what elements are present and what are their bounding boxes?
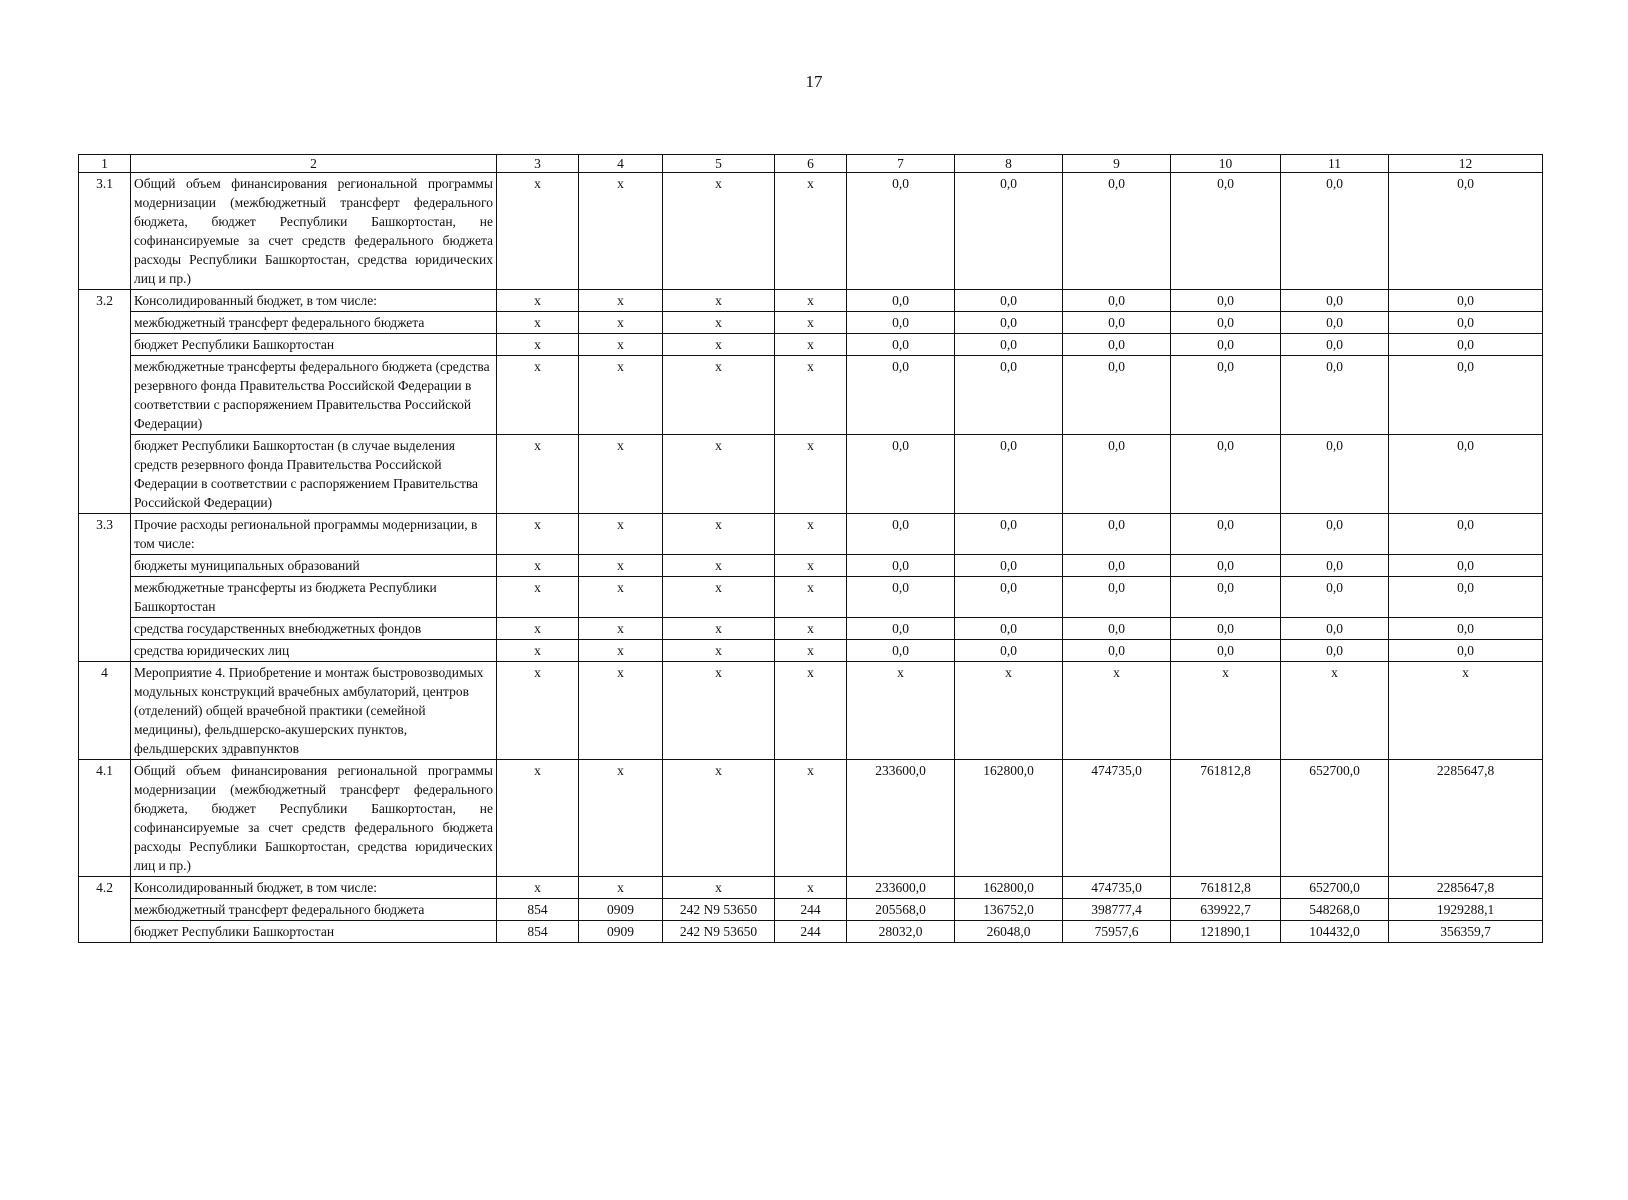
table-row [79, 618, 1543, 640]
value-cell: x [497, 662, 579, 760]
value-cell: 205568,0 [847, 899, 955, 921]
value-cell: 0,0 [847, 334, 955, 356]
value-cell: x [847, 662, 955, 760]
value-cell: x [579, 640, 663, 662]
value-cell: 0,0 [847, 618, 955, 640]
value-cell: 0,0 [1171, 618, 1281, 640]
value-cell: 1929288,1 [1389, 899, 1543, 921]
value-cell: 0,0 [1389, 435, 1543, 514]
value-cell: x [663, 618, 775, 640]
value-cell: 0,0 [1389, 312, 1543, 334]
value-cell: x [775, 514, 847, 555]
value-cell: x [663, 514, 775, 555]
row-number: 4 [79, 662, 131, 760]
value-cell: x [497, 877, 579, 899]
value-cell: 0,0 [1063, 577, 1171, 618]
header-cell: 7 [847, 155, 955, 173]
value-cell: 0909 [579, 899, 663, 921]
value-cell: 761812,8 [1171, 877, 1281, 899]
value-cell: x [663, 356, 775, 435]
table-row [79, 662, 1543, 760]
value-cell: 0,0 [955, 514, 1063, 555]
value-cell: 0,0 [1281, 334, 1389, 356]
value-cell: x [663, 173, 775, 290]
value-cell: 639922,7 [1171, 899, 1281, 921]
value-cell: 2285647,8 [1389, 760, 1543, 877]
row-label: межбюджетные трансферты федерального бюджета (средства резервного фонда Правительства Российской Федерации в соответствии с распоряжением Правительства Российской Федерации) [131, 356, 497, 435]
value-cell: x [579, 435, 663, 514]
value-cell: 0,0 [1389, 577, 1543, 618]
row-label: Прочие расходы региональной программы модернизации, в том числе: [131, 514, 497, 555]
header-cell: 8 [955, 155, 1063, 173]
value-cell: 0,0 [1063, 555, 1171, 577]
value-cell: 0,0 [1281, 356, 1389, 435]
value-cell: 0,0 [847, 173, 955, 290]
header-row [79, 155, 1543, 173]
value-cell: x [1063, 662, 1171, 760]
header-cell: 3 [497, 155, 579, 173]
value-cell: 0,0 [1281, 173, 1389, 290]
value-cell: 0,0 [955, 640, 1063, 662]
value-cell: 0,0 [1063, 334, 1171, 356]
value-cell: x [497, 555, 579, 577]
value-cell: x [775, 173, 847, 290]
value-cell: 0,0 [847, 435, 955, 514]
value-cell: 0,0 [1171, 577, 1281, 618]
table-body [79, 173, 1543, 943]
value-cell: x [663, 334, 775, 356]
value-cell: 0,0 [1281, 290, 1389, 312]
row-number: 4.1 [79, 760, 131, 877]
value-cell: x [579, 514, 663, 555]
row-label: бюджет Республики Башкортостан [131, 334, 497, 356]
value-cell: 162800,0 [955, 760, 1063, 877]
value-cell: 121890,1 [1171, 921, 1281, 943]
value-cell: 0,0 [1063, 618, 1171, 640]
value-cell: 0,0 [1389, 640, 1543, 662]
value-cell: x [579, 312, 663, 334]
value-cell: 0,0 [955, 173, 1063, 290]
value-cell: x [579, 173, 663, 290]
value-cell: x [775, 760, 847, 877]
value-cell: x [663, 290, 775, 312]
value-cell: 136752,0 [955, 899, 1063, 921]
value-cell: 0,0 [1063, 312, 1171, 334]
row-label: бюджет Республики Башкортостан (в случае выделения средств резервного фонда Правительства Российской Федерации в соответствии с распоряжением Правительства Российской Федерации) [131, 435, 497, 514]
value-cell: 0,0 [1281, 555, 1389, 577]
value-cell: 0,0 [1389, 555, 1543, 577]
value-cell: x [497, 290, 579, 312]
value-cell: 0,0 [847, 640, 955, 662]
value-cell: x [663, 555, 775, 577]
header-cell: 5 [663, 155, 775, 173]
table-row [79, 312, 1543, 334]
header-cell: 6 [775, 155, 847, 173]
value-cell: x [663, 577, 775, 618]
value-cell: 0,0 [955, 555, 1063, 577]
header-cell: 9 [1063, 155, 1171, 173]
value-cell: 0,0 [955, 334, 1063, 356]
value-cell: x [1389, 662, 1543, 760]
value-cell: x [497, 577, 579, 618]
value-cell: x [663, 435, 775, 514]
value-cell: x [579, 877, 663, 899]
value-cell: 0,0 [955, 290, 1063, 312]
value-cell: 0,0 [1063, 435, 1171, 514]
row-label: Консолидированный бюджет, в том числе: [131, 290, 497, 312]
table-row [79, 899, 1543, 921]
value-cell: x [579, 356, 663, 435]
value-cell: x [497, 173, 579, 290]
value-cell: 0,0 [1389, 290, 1543, 312]
value-cell: 474735,0 [1063, 877, 1171, 899]
value-cell: x [579, 662, 663, 760]
row-label: средства государственных внебюджетных фондов [131, 618, 497, 640]
row-number: 3.1 [79, 173, 131, 290]
value-cell: x [775, 555, 847, 577]
value-cell: x [1171, 662, 1281, 760]
row-number: 3.2 [79, 290, 131, 514]
value-cell: x [497, 618, 579, 640]
value-cell: 242 N9 53650 [663, 899, 775, 921]
value-cell: x [775, 877, 847, 899]
value-cell: x [497, 334, 579, 356]
value-cell: 0,0 [847, 290, 955, 312]
value-cell: x [497, 760, 579, 877]
value-cell: 854 [497, 899, 579, 921]
value-cell: 0,0 [1171, 435, 1281, 514]
value-cell: 0,0 [847, 514, 955, 555]
value-cell: 0,0 [847, 555, 955, 577]
value-cell: 242 N9 53650 [663, 921, 775, 943]
value-cell: 28032,0 [847, 921, 955, 943]
row-label: бюджеты муниципальных образований [131, 555, 497, 577]
row-number: 3.3 [79, 514, 131, 662]
value-cell: x [579, 760, 663, 877]
value-cell: x [775, 640, 847, 662]
row-label: бюджет Республики Башкортостан [131, 921, 497, 943]
table-row [79, 435, 1543, 514]
value-cell: x [663, 877, 775, 899]
value-cell: 398777,4 [1063, 899, 1171, 921]
value-cell: 548268,0 [1281, 899, 1389, 921]
value-cell: x [775, 334, 847, 356]
value-cell: 0,0 [1063, 173, 1171, 290]
value-cell: 0,0 [1389, 514, 1543, 555]
value-cell: x [579, 290, 663, 312]
table-row [79, 760, 1543, 877]
value-cell: 0,0 [1171, 334, 1281, 356]
value-cell: 244 [775, 921, 847, 943]
value-cell: 233600,0 [847, 877, 955, 899]
value-cell: 0,0 [1281, 312, 1389, 334]
value-cell: x [579, 618, 663, 640]
header-cell: 4 [579, 155, 663, 173]
value-cell: x [497, 514, 579, 555]
table-row [79, 640, 1543, 662]
value-cell: 0,0 [955, 435, 1063, 514]
value-cell: x [663, 640, 775, 662]
value-cell: 0,0 [1171, 640, 1281, 662]
row-label: Консолидированный бюджет, в том числе: [131, 877, 497, 899]
value-cell: 356359,7 [1389, 921, 1543, 943]
table-row [79, 334, 1543, 356]
value-cell: x [775, 618, 847, 640]
value-cell: 0,0 [955, 618, 1063, 640]
value-cell: 0,0 [1281, 577, 1389, 618]
value-cell: x [663, 760, 775, 877]
value-cell: 0,0 [1281, 640, 1389, 662]
value-cell: 75957,6 [1063, 921, 1171, 943]
value-cell: 244 [775, 899, 847, 921]
header-cell: 2 [131, 155, 497, 173]
table-row [79, 173, 1543, 290]
row-label: Общий объем финансирования региональной программы модернизации (межбюджетный трансферт федерального бюджета, бюджет Республики Башкортостан, не софинансируемые за счет средств федерального бюджета расходы Республики Башкортостан, средства юридических лиц и пр.) [131, 760, 497, 877]
value-cell: x [775, 312, 847, 334]
value-cell: 0,0 [1389, 618, 1543, 640]
table-row [79, 290, 1543, 312]
value-cell: x [497, 435, 579, 514]
value-cell: x [1281, 662, 1389, 760]
value-cell: 0,0 [1171, 312, 1281, 334]
table-row [79, 577, 1543, 618]
value-cell: 104432,0 [1281, 921, 1389, 943]
value-cell: x [775, 435, 847, 514]
row-label: межбюджетные трансферты из бюджета Республики Башкортостан [131, 577, 497, 618]
value-cell: 761812,8 [1171, 760, 1281, 877]
value-cell: 0,0 [1281, 435, 1389, 514]
value-cell: 0,0 [847, 577, 955, 618]
value-cell: 474735,0 [1063, 760, 1171, 877]
value-cell: x [497, 640, 579, 662]
table-row [79, 356, 1543, 435]
budget-table [78, 154, 1543, 943]
value-cell: 652700,0 [1281, 877, 1389, 899]
header-cell: 12 [1389, 155, 1543, 173]
page-number: 17 [805, 72, 823, 91]
value-cell: 0,0 [1281, 514, 1389, 555]
value-cell: 0,0 [1171, 173, 1281, 290]
value-cell: x [497, 312, 579, 334]
value-cell: 0909 [579, 921, 663, 943]
value-cell: x [497, 356, 579, 435]
table-row [79, 555, 1543, 577]
header-cell: 11 [1281, 155, 1389, 173]
value-cell: 0,0 [1063, 290, 1171, 312]
value-cell: x [775, 662, 847, 760]
value-cell: 0,0 [955, 356, 1063, 435]
value-cell: x [579, 577, 663, 618]
row-label: межбюджетный трансферт федерального бюджета [131, 312, 497, 334]
value-cell: 0,0 [955, 312, 1063, 334]
row-label: средства юридических лиц [131, 640, 497, 662]
value-cell: 652700,0 [1281, 760, 1389, 877]
row-number: 4.2 [79, 877, 131, 943]
value-cell: 0,0 [847, 312, 955, 334]
value-cell: x [663, 312, 775, 334]
value-cell: 0,0 [1281, 618, 1389, 640]
value-cell: x [775, 577, 847, 618]
value-cell: 0,0 [1063, 356, 1171, 435]
value-cell: 0,0 [1171, 514, 1281, 555]
value-cell: 0,0 [1171, 290, 1281, 312]
value-cell: x [775, 356, 847, 435]
value-cell: 0,0 [1389, 173, 1543, 290]
row-label: Мероприятие 4. Приобретение и монтаж быстровозводимых модульных конструкций врачебных амбулаторий, центров (отделений) общей врачебной практики (семейной медицины), фельдшерско-акушерских пунктов, фельдшерских здравпунктов [131, 662, 497, 760]
value-cell: 2285647,8 [1389, 877, 1543, 899]
table-row [79, 514, 1543, 555]
header-cell: 1 [79, 155, 131, 173]
value-cell: 0,0 [1171, 356, 1281, 435]
value-cell: 0,0 [955, 577, 1063, 618]
value-cell: 0,0 [1389, 356, 1543, 435]
value-cell: 0,0 [1063, 640, 1171, 662]
value-cell: 0,0 [1171, 555, 1281, 577]
value-cell: x [775, 290, 847, 312]
value-cell: 0,0 [1389, 334, 1543, 356]
row-label: Общий объем финансирования региональной программы модернизации (межбюджетный трансферт федерального бюджета, бюджет Республики Башкортостан, не софинансируемые за счет средств федерального бюджета расходы Республики Башкортостан, средства юридических лиц и пр.) [131, 173, 497, 290]
value-cell: x [579, 334, 663, 356]
value-cell: 162800,0 [955, 877, 1063, 899]
value-cell: x [663, 662, 775, 760]
value-cell: 233600,0 [847, 760, 955, 877]
table-row [79, 921, 1543, 943]
value-cell: 854 [497, 921, 579, 943]
table-row [79, 877, 1543, 899]
value-cell: x [579, 555, 663, 577]
header-cell: 10 [1171, 155, 1281, 173]
value-cell: x [955, 662, 1063, 760]
row-label: межбюджетный трансферт федерального бюджета [131, 899, 497, 921]
value-cell: 0,0 [847, 356, 955, 435]
value-cell: 26048,0 [955, 921, 1063, 943]
value-cell: 0,0 [1063, 514, 1171, 555]
